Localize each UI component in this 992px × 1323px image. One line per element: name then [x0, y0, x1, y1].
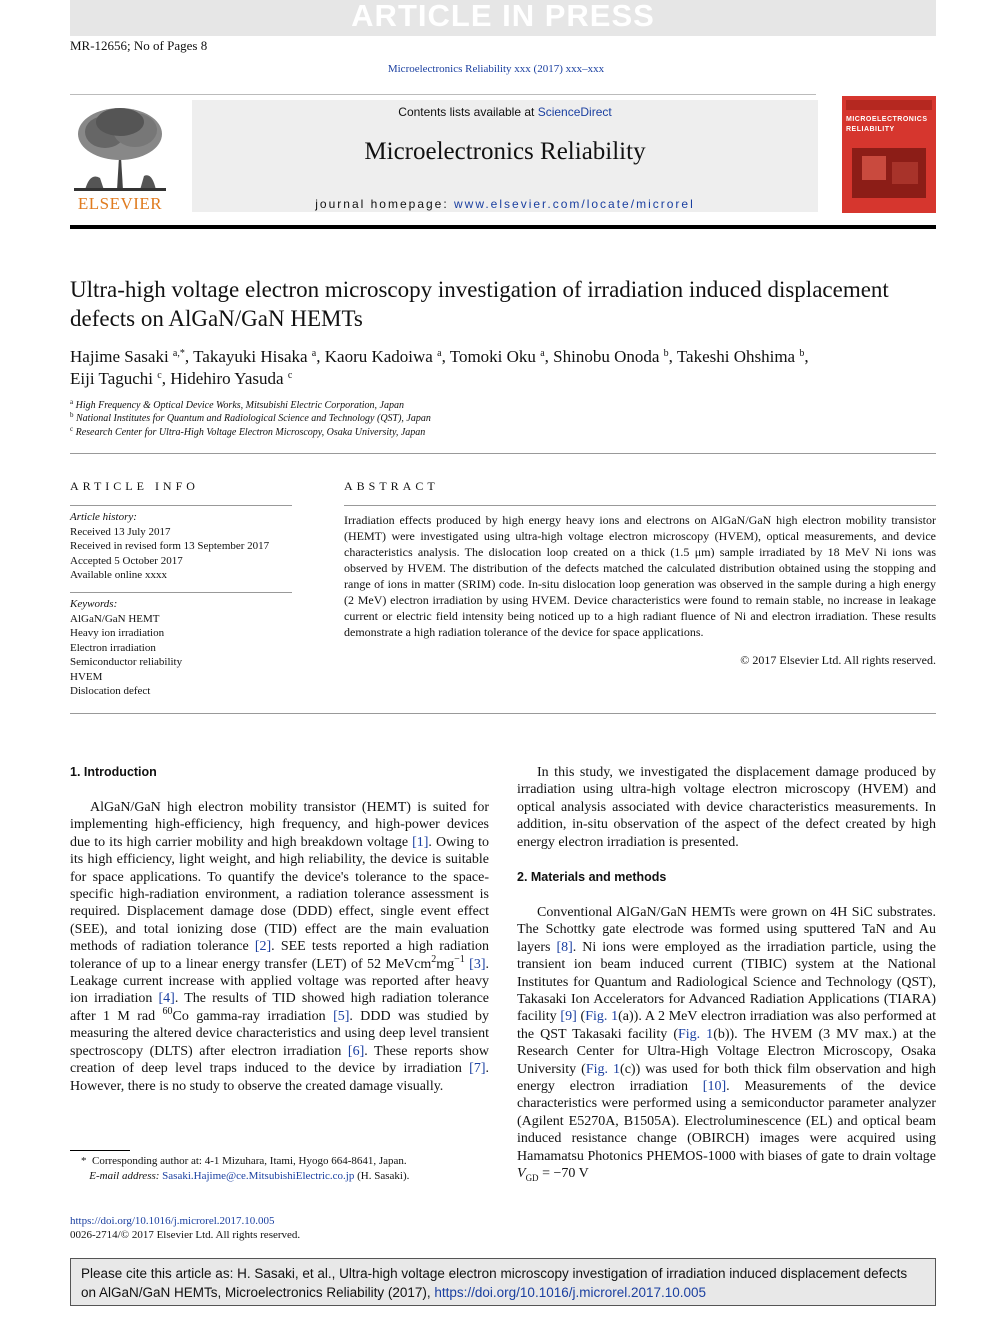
journal-citation-line[interactable]: Microelectronics Reliability xxx (2017) xxx–xxx	[387, 63, 605, 75]
homepage-prefix: journal homepage:	[315, 197, 455, 211]
abstract-text: Irradiation effects produced by high energy heavy ions and electrons on AlGaN/GaN high electron mobility transistor (HEMT) were investigated using ultra-high voltage electron microscopy (HVEM), optical measurements, and device characteristics analysis. The dislocation loop created on a thick (1.5 μm) sample irradiated by 18 MeV Ni ions was observed by HVEM. The distribution of the defects matched the calculated distribution obtained using the stopping and range of ions in matter (SRIM) code. In-situ dislocation loop generation was observed in the sample during a high energy (2 MeV) electron irradiation by using HVEM. Device characteristics were found to remain stable, no increase in leakage current or electric field intensity being noticed up to a high radiant fluence of Ni and electron irradiation. These results demonstrate a high radiation tolerance of the device for space applications.	[344, 513, 936, 639]
author-name[interactable]: Shinobu Onoda	[553, 347, 660, 366]
author-affiliation-mark: a	[437, 348, 442, 359]
journal-title: Microelectronics Reliability	[364, 138, 646, 165]
author-name[interactable]: Takeshi Ohshima	[676, 347, 796, 366]
keyword: Electron irradiation	[70, 641, 156, 654]
intro-text: AlGaN/GaN high electron mobility transistor (HEMT) is suited for implementing high-efficiency, high frequency, and high-power devices due to its high carrier mobility and high breakdown voltage [1]. Owing to its high efficiency, light weight, and high reliability, the device is suitable for space applications. To quantify the device's tolerance to the space-specific high-radiation environment, a radiation tolerance assessment is required. Displacement damage dose (DDD) effect, single event effect (SEE), and total ionizing dose (TID) effect are the main evaluation methods of radiation tolerance [2]. SEE tests reported a high radiation tolerance of up to a linear energy transfer (LET) of 52 $MeVcm^2mg^{-1}$ [3]. Leakage current increase with applied voltage was reported after heavy ion irradiation [4]. The results of TID showed high radiation tolerance after 1 M rad $^{60}$Co gamma-ray irradiation [5]. DDD was studied by measuring the altered device characteristics and using deep level transient spectroscopy (DLTS) after electron irradiation [6]. These reports show creation of deep level traps induced to the device by irradiation [7]. However, there is no study to observe the created damage visually.	[70, 800, 490, 1094]
abstract-copyright: © 2017 Elsevier Ltd. All rights reserved.	[740, 653, 936, 667]
author-affiliation-mark: b	[663, 348, 669, 359]
email-note: E-mail address: Sasaki.Hajime@ce.MitsubishiElectric.co.jp (H. Sasaki).	[89, 1170, 410, 1182]
footnotes	[70, 1154, 500, 1184]
abstract-rule	[344, 505, 936, 506]
author-affiliation-mark: c	[287, 370, 293, 381]
journal-homepage-line	[192, 197, 818, 211]
intro-paragraph	[70, 799, 489, 1095]
author-name[interactable]: Takayuki Hisaka	[193, 347, 308, 366]
intro-paragraph-continued	[517, 764, 936, 851]
contents-available-line	[192, 105, 818, 119]
author-affiliation-mark: a	[311, 348, 317, 359]
author-name[interactable]: Kaoru Kadoiwa	[324, 347, 433, 366]
author-name[interactable]: Hidehiro Yasuda	[170, 369, 284, 388]
article-info-heading: ARTICLE INFO	[70, 479, 199, 493]
methods-paragraph	[517, 904, 936, 1187]
intro-text-2: In this study, we investigated the displacement damage produced by irradiation using ultra-high voltage electron microscopy (HVEM) and optical analysis associated with device characteristics measurements. In addition, in-situ observation of the aspect of the defect created by high energy electron irradiation is presented.	[517, 765, 936, 850]
author-name[interactable]: Eiji Taguchi	[70, 369, 154, 388]
manuscript-id: MR-12656; No of Pages 8	[70, 38, 208, 53]
issn-line: 0026-2714/© 2017 Elsevier Ltd. All rights reserved.	[70, 1229, 301, 1241]
keyword: HVEM	[70, 670, 103, 683]
homepage-link[interactable]: www.elsevier.com/locate/microrel	[454, 197, 695, 211]
history-accepted: Accepted 5 October 2017	[70, 554, 183, 567]
keyword: Dislocation defect	[70, 685, 151, 697]
doi-link[interactable]: https://doi.org/10.1016/j.microrel.2017.10.005	[70, 1215, 275, 1227]
author-name[interactable]: Hajime Sasaki	[70, 347, 169, 366]
author-affiliation-mark: b	[799, 348, 805, 359]
header-top-rule	[70, 94, 816, 95]
author-affiliation-mark: a,*	[172, 348, 185, 359]
keywords-rule	[70, 592, 292, 593]
history-online: Available online xxxx	[70, 569, 167, 581]
cite-this-article-box	[70, 1258, 936, 1306]
history-revised: Received in revised form 13 September 2017	[70, 540, 270, 552]
affiliation-rule	[70, 453, 936, 454]
article-history	[70, 510, 292, 583]
journal-cover-thumbnail	[842, 96, 936, 213]
history-label: Article history:	[70, 511, 137, 523]
cover-title: MICROELECTRONICS RELIABILITY	[846, 116, 928, 133]
author-affiliation-mark: a	[540, 348, 545, 359]
intro-heading: 1. Introduction	[70, 765, 157, 779]
affiliation-c: $^c$ Research Center for Ultra-High Voltage Electron Microscopy, Osaka University, Japan	[70, 425, 426, 438]
methods-heading: 2. Materials and methods	[517, 870, 667, 884]
cite-doi-link[interactable]: https://doi.org/10.1016/j.microrel.2017.10.005	[434, 1285, 707, 1300]
author-list: Hajime Sasaki $^{a,*}$, Takayuki Hisaka $^a$, Kaoru Kadoiwa $^a$, Tomoki Oku $^a$, Shinobu Onoda $^b$, Takeshi Ohshima $^b$, Eiji Taguchi $^c$, Hidehiro Yasuda $^c$	[70, 347, 809, 388]
header-thick-rule	[70, 225, 936, 229]
sciencedirect-link[interactable]: ScienceDirect	[537, 105, 612, 119]
keywords-label: Keywords:	[70, 598, 118, 610]
email-link[interactable]: Sasaki.Hajime@ce.MitsubishiElectric.co.jp	[162, 1170, 355, 1182]
footnote-rule	[70, 1150, 130, 1151]
abstract-heading: ABSTRACT	[344, 479, 439, 493]
corresponding-author-note: * Corresponding author at: 4-1 Mizuhara, Itami, Hyogo 664-8641, Japan.	[70, 1155, 407, 1167]
methods-text: Conventional AlGaN/GaN HEMTs were grown on 4H SiC substrates. The Schottky gate electrode was formed using sputtered TaN and Au layers [8]. Ni ions were employed as the irradiation particle, using the transient ion beam induced current (TIBIC) system at the National Institutes for Quantum and Radiological Science and Technology (QST), Takasaki Ion Accelerators for Advanced Radiation Applications (TIARA) facility [9] (Fig. 1(a)). A 2 MeV electron irradiation was also performed at the QST Takasaki facility (Fig. 1(b)). The HVEM (3 MV max.) at the Research Center for Ultra-High Voltage Electron Microscopy, Osaka University (Fig. 1(c)) was used for both thick film observation and high energy electron irradiation [10]. Measurements of the device characteristics were performed using a semiconductor parameter analyzer (Agilent E5270A, B1505A). Electroluminescence (EL) and optical beam induced resistance change (OBIRCH) images were acquired using Hamamatsu Photonics PHEMOS-1000 with biases of gate to drain voltage $V_{GD} = -70$ V	[517, 905, 936, 1183]
cite-text: Please cite this article as: H. Sasaki, et al., Ultra-high voltage electron microscopy investigation of irradiation induced displacement defects on AlGaN/GaN HEMTs, Microelectronics Reliability (2017),	[81, 1266, 908, 1300]
banner-text: ARTICLE IN PRESS	[351, 0, 655, 33]
contents-prefix: Contents lists available at	[398, 105, 538, 119]
affiliation-a: $^a$ High Frequency & Optical Device Works, Mitsubishi Electric Corporation, Japan	[70, 398, 404, 411]
keyword: Heavy ion irradiation	[70, 627, 165, 639]
author-affiliation-mark: c	[157, 370, 162, 381]
abstract-end-rule	[70, 713, 936, 714]
keyword: Semiconductor reliability	[70, 656, 183, 668]
article-title: Ultra-high voltage electron microscopy investigation of irradiation induced displacement defects on AlGaN/GaN HEMTs	[70, 277, 889, 331]
affiliation-b: $^b$ National Institutes for Quantum and Radiological Science and Technology (QST), Japan	[70, 411, 431, 424]
author-name[interactable]: Tomoki Oku	[449, 347, 536, 366]
article-info-rule	[70, 505, 292, 506]
keywords	[70, 597, 292, 699]
elsevier-wordmark: ELSEVIER	[77, 194, 163, 213]
history-received: Received 13 July 2017	[70, 525, 171, 538]
keyword: AlGaN/GaN HEMT	[70, 612, 160, 625]
